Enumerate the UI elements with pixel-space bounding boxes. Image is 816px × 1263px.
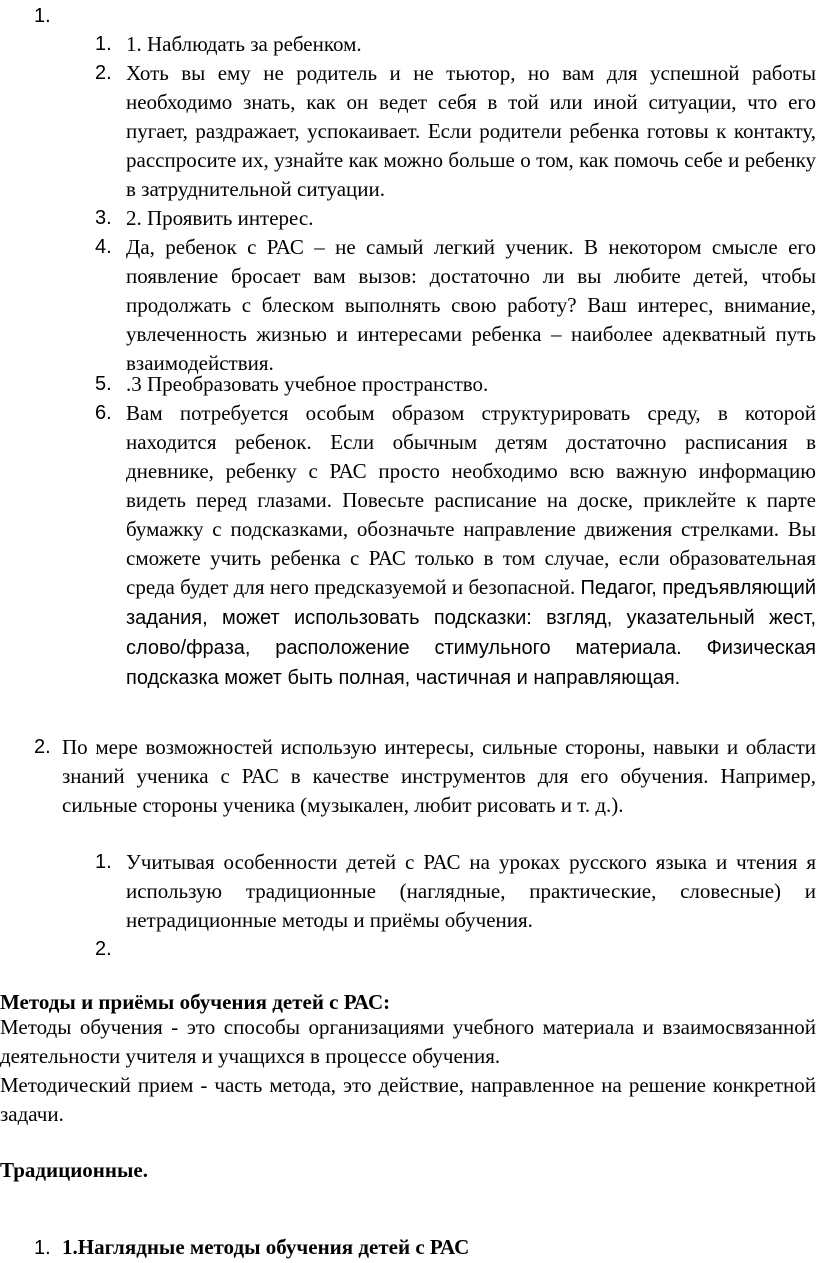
sub-marker-6: 6.: [95, 402, 112, 424]
sub-marker-1: 1.: [95, 33, 112, 55]
sub-item-3-text: 2. Проявить интерес.: [126, 206, 314, 230]
sub-marker-2: 2.: [95, 62, 112, 84]
sub-item-6-text: [126, 399, 816, 693]
sub-marker-4: 4.: [95, 236, 112, 258]
list-marker-1: 1.: [34, 5, 51, 27]
list-item-2-text: По мере возможностей использую интересы, сильные стороны, навыки и области знаний ученика с РАС в качестве инструментов для его обучения. Например, сильные стороны ученика (музыкален, любит рисовать и т. д.).: [62, 735, 816, 817]
methods-definition: Методы обучения - это способы организациями учебного материала и взаимосвязанной деятельности учителя и учащихся в процессе обучения.: [0, 1015, 816, 1068]
traditional-heading: Традиционные.: [0, 1158, 148, 1182]
sub-item-5-text: .3 Преобразовать учебное пространство.: [126, 372, 489, 396]
traditional-marker-1: 1.: [34, 1237, 51, 1259]
sub-marker-5: 5.: [95, 373, 112, 395]
list-marker-2: 2.: [34, 736, 51, 758]
item2-sub-marker-2: 2.: [95, 938, 112, 960]
item2-sub-1-text: Учитывая особенности детей с РАС на уроках русского языка и чтения я использую традиционные (наглядные, практические, словесные) и нетрадиционные методы и приёмы обучения.: [126, 850, 816, 932]
sub-item-1-text: 1. Наблюдать за ребенком.: [126, 32, 362, 56]
visual-methods-heading: 1.Наглядные методы обучения детей с РАС: [62, 1235, 470, 1259]
item2-sub-marker-1: 1.: [95, 851, 112, 873]
sub-marker-3: 3.: [95, 207, 112, 229]
methods-heading: Методы и приёмы обучения детей с РАС:: [0, 990, 391, 1014]
sub-item-6-serif: Вам потребуется особым образом структурировать среду, в которой находится ребенок. Если обычным детям достаточно расписания в дневнике, ребенку с РАС просто необходимо всю важную информацию видеть перед глазами. Повесьте расписание на доске, приклейте к парте бумажку с подсказками, обозначьте направление движения стрелками. Вы сможете учить ребенка с РАС только в том случае, если образовательная среда будет для него предсказуемой и безопасной.: [126, 401, 816, 599]
sub-item-4-text: Да, ребенок с РАС – не самый легкий ученик. В некотором смысле его появление бросает вам вызов: достаточно ли вы любите детей, чтобы продолжать с блеском выполнять свою работу? Ваш интерес, внимание, увлеченность жизнью и интересами ребенка – наиболее адекватный путь взаимодействия.: [126, 235, 816, 375]
sub-item-2-text: Хоть вы ему не родитель и не тьютор, но вам для успешной работы необходимо знать, как он ведет себя в той или иной ситуации, что его пугает, раздражает, успокаивает. Если родители ребенка готовы к контакту, расспросите их, узнайте как можно больше о том, как помочь себе и ребенку в затруднительной ситуации.: [126, 61, 816, 201]
method-technique-definition: Методический прием - часть метода, это действие, направленное на решение конкретной задачи.: [0, 1073, 816, 1126]
sub-item-6-sans: Педагог, предъявляющий задания, может использовать подсказки: взгляд, указательный жест, слово/фраза, расположение стимульного материала. Физическая подсказка может быть полная, частичная и направляющая.: [126, 577, 816, 689]
